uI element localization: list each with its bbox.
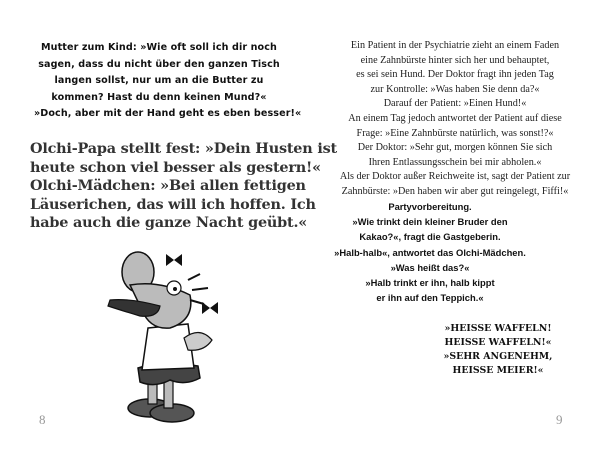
joke-kakao: [330, 199, 530, 305]
page-number: 9: [556, 412, 563, 427]
olchi-girl-illustration: [100, 240, 250, 430]
page-number: 8: [39, 412, 46, 427]
text-line: »Doch, aber mit der Hand geht es eben besser!«: [34, 108, 302, 119]
text-line: Läuserichen, das will ich hoffen. Ich: [30, 195, 316, 213]
joke-butter: [34, 40, 302, 123]
joke-husten: [30, 140, 337, 233]
text-line: An einem Tag jedoch antwortet der Patient auf diese: [348, 112, 562, 124]
text-line: Partyvorbereitung.: [388, 201, 472, 212]
text-line: HEISSE MEIER!«: [452, 365, 544, 376]
text-line: kommen? Hast du denn keinen Mund?«: [51, 91, 267, 103]
text-line: Mutter zum Kind: »Wie oft soll ich dir noch: [41, 42, 277, 53]
text-line: eine Zahnbürste hinter sich her und behauptet,: [360, 54, 550, 66]
joke-waffeln: [428, 322, 568, 378]
text-line: Der Doktor: »Sehr gut, morgen können Sie sich: [357, 142, 553, 154]
text-line: heute schon viel besser als gestern!«: [30, 158, 321, 176]
text-line: zur Kontrolle: »Was haben Sie denn da?«: [370, 83, 540, 95]
text-line: Olchi-Mädchen: »Bei allen fettigen: [30, 177, 306, 194]
text-line: Kakao?«, fragt die Gastgeberin.: [359, 231, 501, 243]
text-line: »SEHR ANGENEHM,: [443, 351, 553, 362]
text-line: »HEISSE WAFFELN!: [444, 323, 552, 334]
text-line: Frage: »Eine Zahnbürste natürlich, was sonst!?«: [356, 127, 554, 139]
text-line: er ihn auf den Teppich.«: [376, 292, 484, 304]
text-line: Olchi-Papa stellt fest: »Dein Husten ist: [30, 140, 337, 157]
right-page: [300, 0, 600, 456]
text-line: sagen, dass du nicht über den ganzen Tisch: [38, 58, 280, 70]
text-line: »Wie trinkt dein kleiner Bruder den: [352, 216, 508, 228]
text-line: Ihren Entlassungsschein bei mir abholen.«: [368, 156, 542, 168]
text-line: Als der Doktor außer Reichweite ist, sagt der Patient zur: [339, 171, 571, 183]
text-line: Ein Patient in der Psychiatrie zieht an einem Faden: [350, 40, 560, 51]
text-line: langen sollst, nur um an die Butter zu: [54, 75, 264, 86]
text-line: »Was heißt das?«: [390, 261, 470, 273]
text-line: Darauf der Patient: »Einen Hund!«: [383, 98, 527, 110]
text-line: Zahnbürste: »Den haben wir aber gut reingelegt, Fiffi!«: [341, 185, 569, 197]
text-line: »Halb trinkt er ihn, halb kippt: [365, 277, 495, 289]
joke-zahnbuerste: [330, 39, 580, 200]
text-line: es sei sein Hund. Der Doktor fragt ihn jeden Tag: [356, 69, 554, 81]
text-line: habe auch die ganze Nacht geübt.«: [30, 214, 308, 231]
text-line: »Halb-halb«, antwortet das Olchi-Mädchen.: [334, 246, 526, 258]
text-line: HEISSE WAFFELN!«: [444, 337, 552, 348]
